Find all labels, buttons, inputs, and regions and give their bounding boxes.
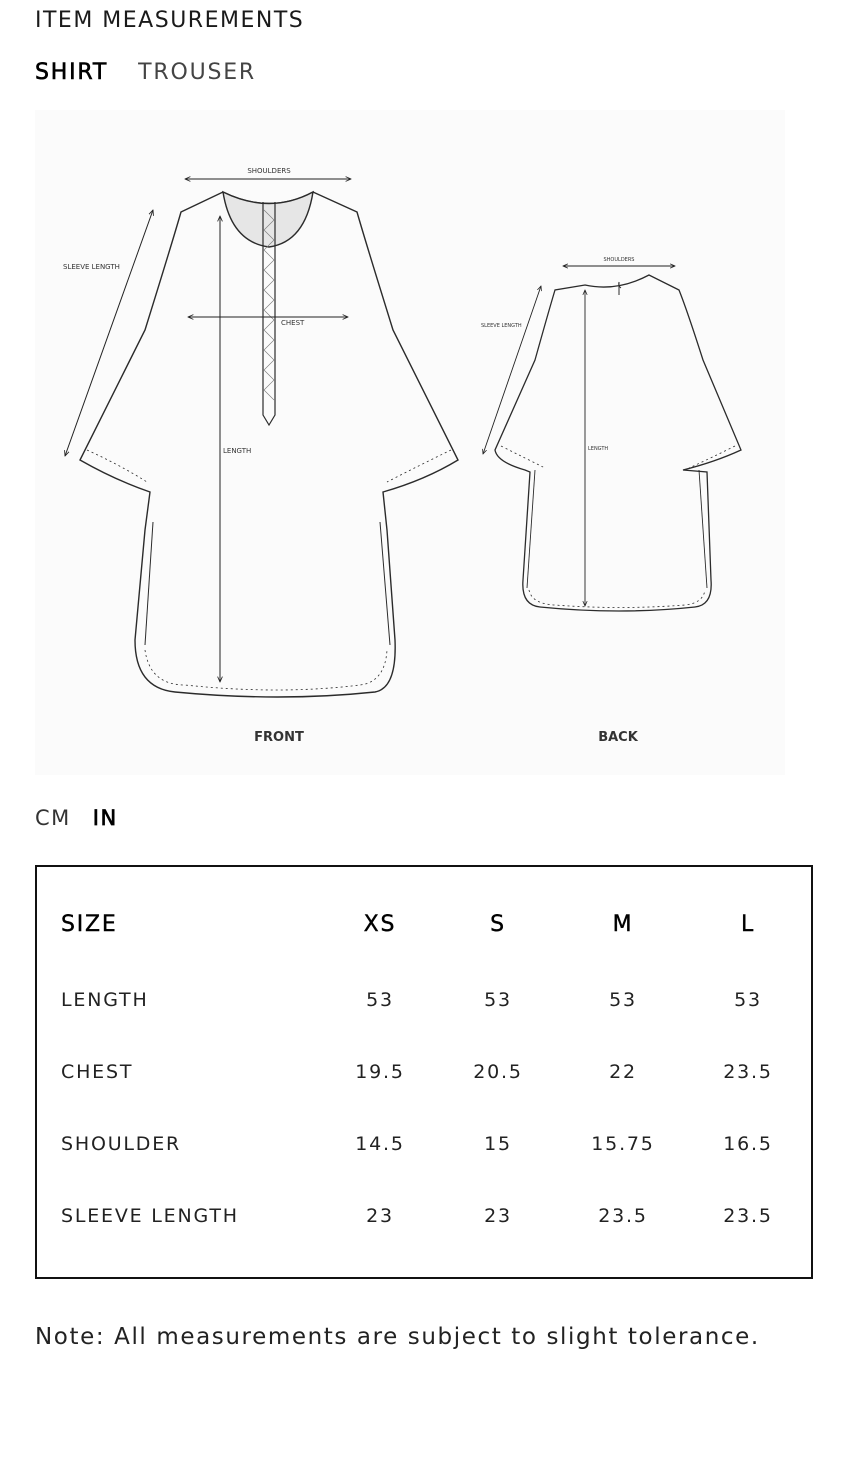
front-neckline [223,192,313,247]
table-cell: 23.5 [598,1205,648,1227]
table-cell: 53 [366,989,394,1011]
front-sleeve-length-label: SLEEVE LENGTH [63,263,120,271]
back-neck-slit [619,282,621,295]
table-cell: 22 [609,1061,637,1083]
front-view-label: FRONT [254,730,304,745]
table-cell: 19.5 [355,1061,405,1083]
front-length-label: LENGTH [223,447,252,455]
back-garment [495,275,741,611]
front-chest-label: CHEST [281,319,305,327]
header-m: M [612,912,634,937]
page-title: ITEM MEASUREMENTS [35,8,305,33]
measurement-diagram [35,110,785,775]
back-view-label: BACK [598,730,638,745]
unit-cm[interactable]: CM [35,806,71,830]
table-row [37,1205,811,1235]
table-cell: 16.5 [723,1133,773,1155]
front-garment [80,192,458,697]
table-cell: 14.5 [355,1133,405,1155]
back-shoulders-label: SHOULDERS [603,257,635,263]
row-label: SLEEVE LENGTH [61,1205,239,1227]
table-cell: 15.75 [591,1133,655,1155]
back-sleeve-length-label: SLEEVE LENGTH [481,323,522,329]
back-outline [495,275,741,611]
table-row [37,1133,811,1163]
back-measure-lines [483,266,675,606]
table-cell: 23 [484,1205,512,1227]
tab-shirt[interactable]: SHIRT [35,60,109,85]
table-cell: 20.5 [473,1061,523,1083]
header-xs: XS [363,912,397,937]
table-cell: 23 [366,1205,394,1227]
table-header-row [37,912,811,942]
table-cell: 53 [734,989,762,1011]
front-measure-lines [65,179,351,682]
row-label: CHEST [61,1061,134,1083]
unit-toggle [35,806,118,830]
unit-in[interactable]: IN [92,806,118,830]
garment-tabs [35,60,256,85]
row-label: SHOULDER [61,1133,182,1155]
table-cell: 15 [484,1133,512,1155]
table-row [37,1061,811,1091]
tolerance-note: Note: All measurements are subject to slight tolerance. [35,1324,760,1350]
size-chart-table [35,865,813,1279]
back-length-label: LENGTH [588,446,609,452]
header-l: L [740,912,756,937]
garment-diagram-svg [35,110,785,775]
table-row [37,989,811,1019]
tab-trouser[interactable]: TROUSER [138,60,257,85]
table-cell: 53 [609,989,637,1011]
table-cell: 23.5 [723,1205,773,1227]
front-shoulders-label: SHOULDERS [247,167,291,175]
front-outline [80,192,458,697]
table-cell: 53 [484,989,512,1011]
header-size: SIZE [61,912,118,937]
header-s: S [490,912,506,937]
table-cell: 23.5 [723,1061,773,1083]
row-label: LENGTH [61,989,149,1011]
